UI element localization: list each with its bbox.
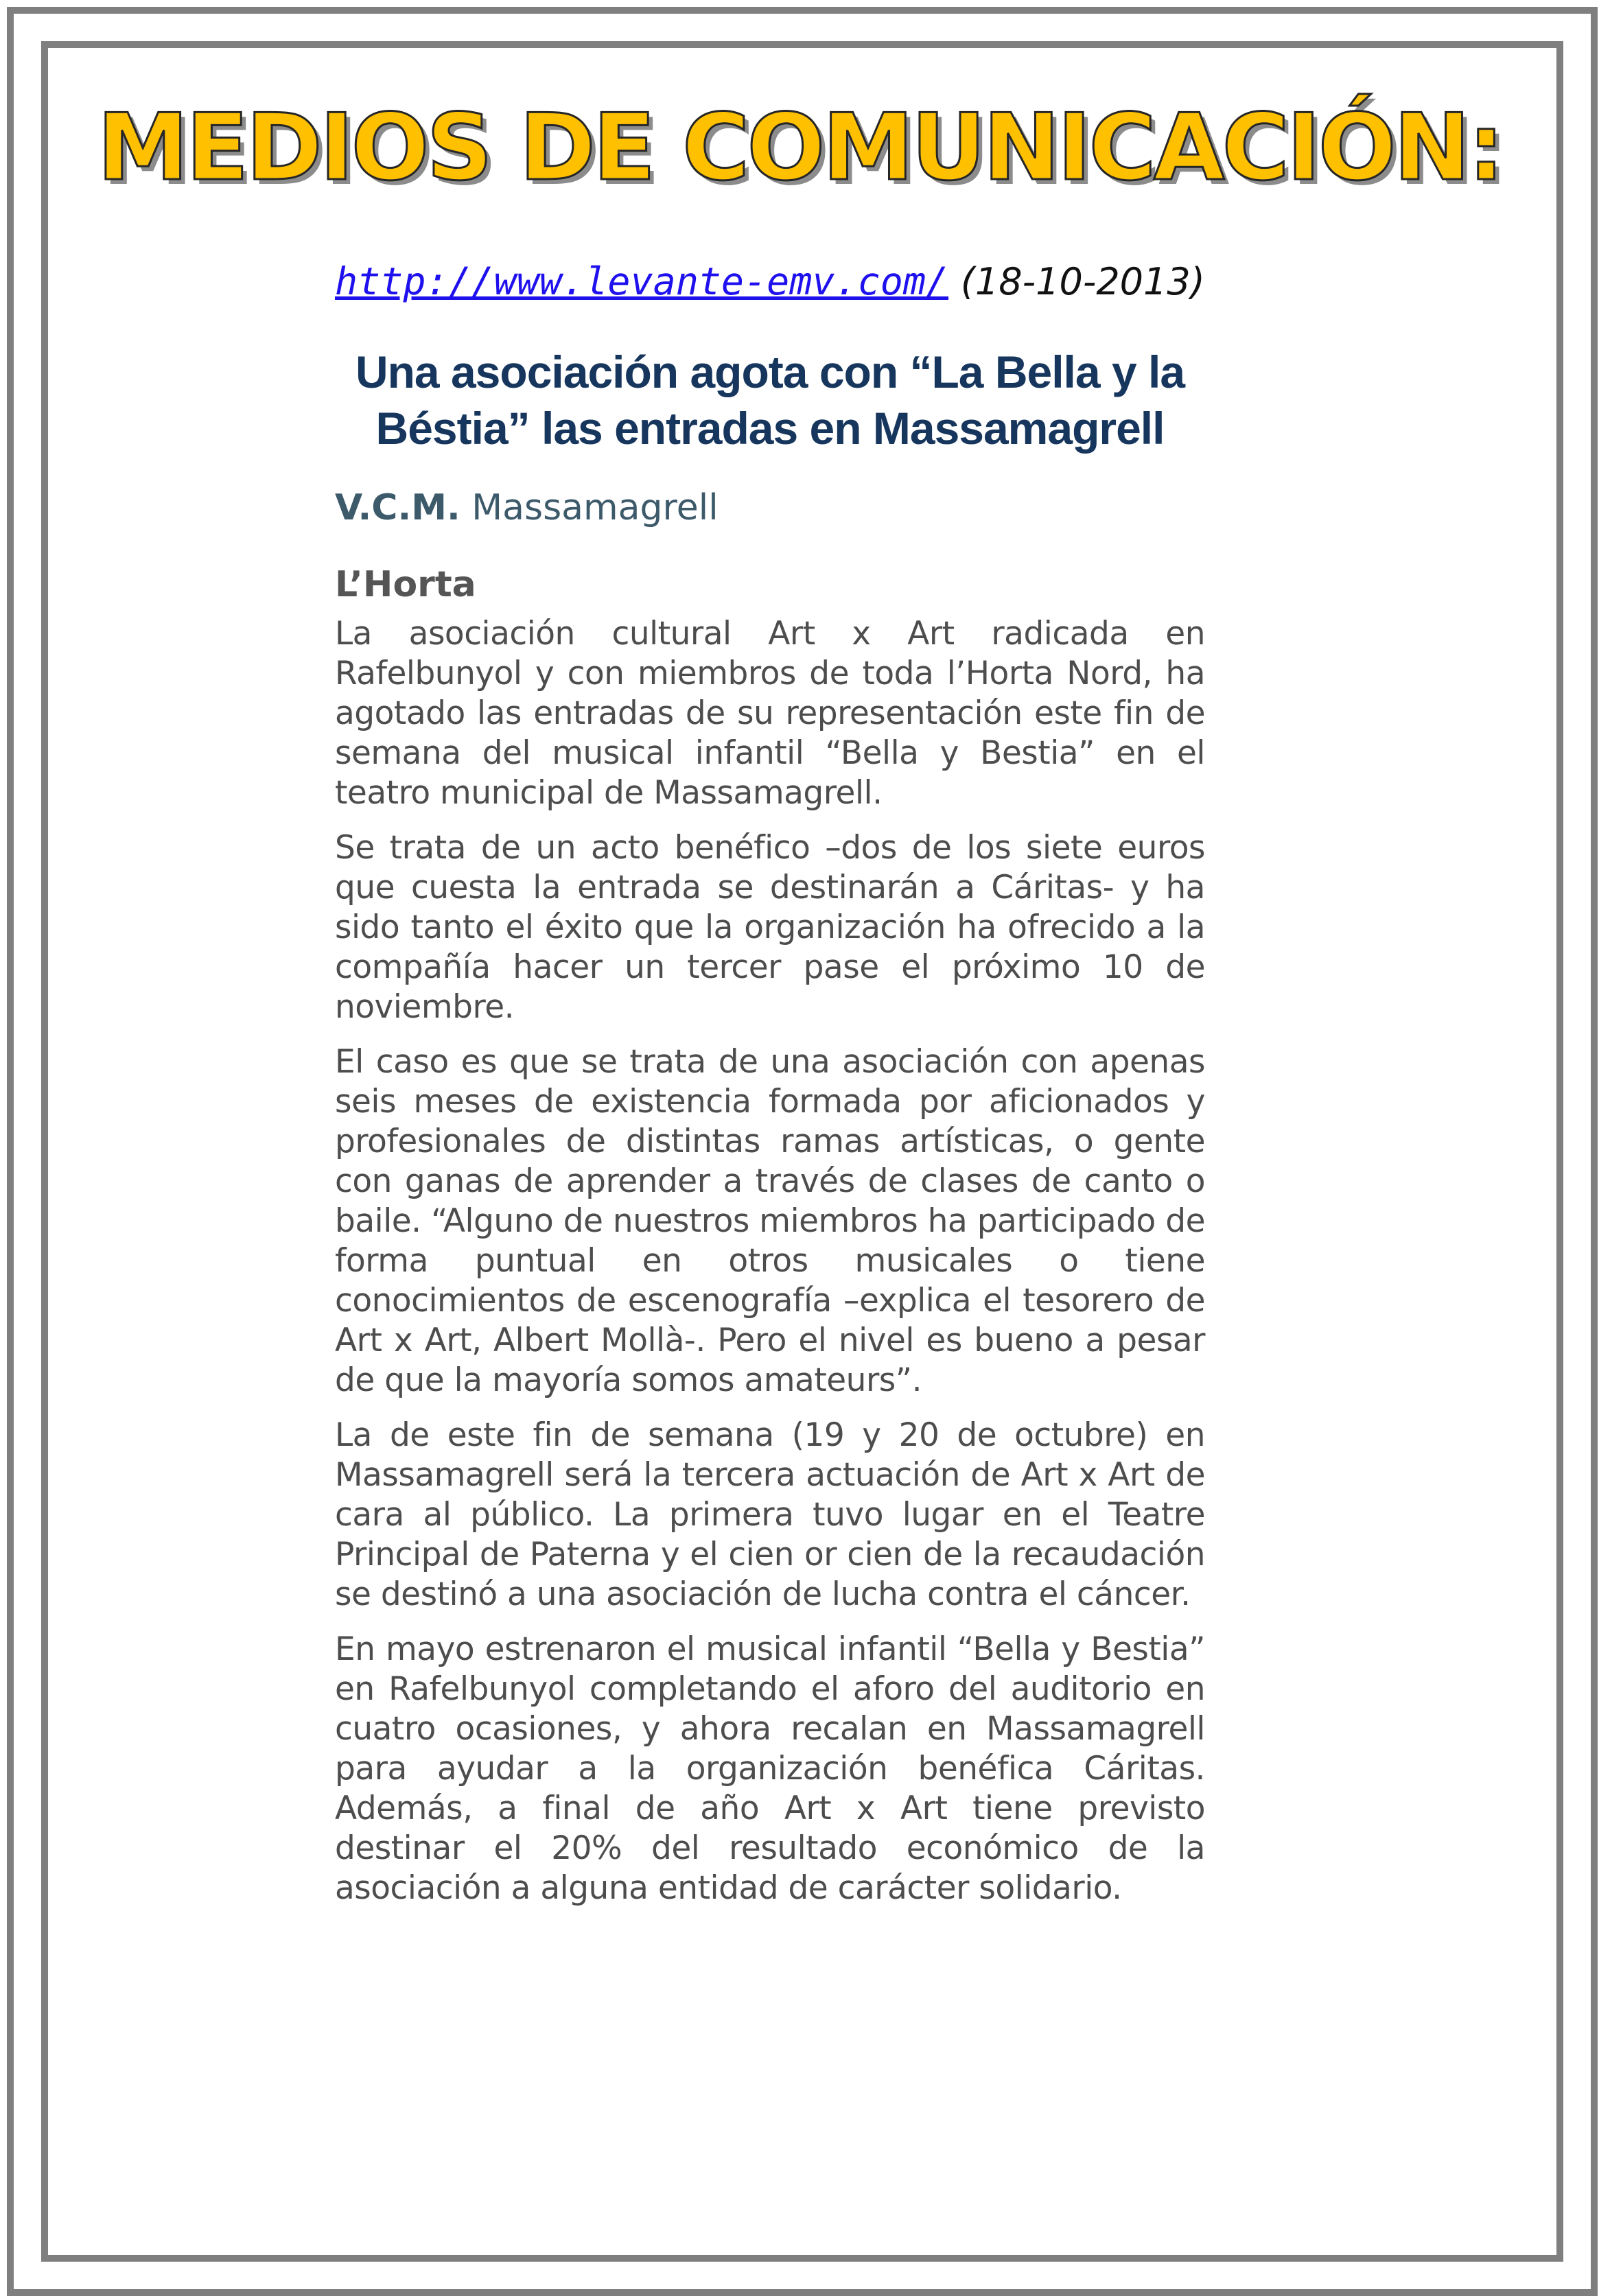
source-link[interactable]: http://www.levante-emv.com/ [335,259,949,303]
article-paragraph: El caso es que se trata de una asociación con apenas seis meses de existencia formada por aficionados y profesionales de distintas ramas artísticas, o gente con ganas de aprender a través de clases de canto o baile. “Alguno de nuestros miembros ha participado de forma puntual en otros musicales o tiene conocimientos de escenografía –explica el tesorero de Art x Art, Albert Mollà-. Pero el nivel es bueno a pesar de que la mayoría somos amateurs”. [335,1043,1205,1399]
article-paragraph: En mayo estrenaron el musical infantil “Bella y Bestia” en Rafelbunyol completando el aforo del auditorio en cuatro ocasiones, y ahora recalan en Massamagrell para ayudar a la organización benéfica Cáritas. Además, a final de año Art x Art tiene previsto destinar el 20% del resultado económico de la asociación a alguna entidad de carácter solidario. [335,1630,1205,1907]
source-line [335,254,1205,309]
article-paragraph: La de este fin de semana (19 y 20 de octubre) en Massamagrell será la tercera actuación de Art x Art de cara al público. La primera tuvo lugar en el Teatre Principal de Paterna y el cien or cien de la recaudación se destinó a una asociación de lucha contra el cáncer. [335,1416,1205,1613]
byline-location: Massamagrell [471,487,719,528]
byline [335,484,1205,532]
article-paragraph: Se trata de un acto benéfico –dos de los siete euros que cuesta la entrada se destinarán a Cáritas- y ha sido tanto el éxito que la organización ha ofrecido a la compañía hacer un tercer pase el próximo 10 de noviembre. [335,829,1205,1026]
article-column [335,254,1205,1923]
byline-author: V.C.M. [335,487,460,528]
article-paragraph: La asociación cultural Art x Art radicada en Rafelbunyol y con miembros de toda l’Horta Nord, ha agotado las entradas de su representación este fin de semana del musical infantil “Bella y Bestia” en el teatro municipal de Massamagrell. [335,615,1205,812]
page-heading: MEDIOS DE COMUNICACIÓN: [97,94,1502,201]
source-date: (18-10-2013) [960,260,1205,303]
article-title: Una asociación agota con “La Bella y la Béstia” las entradas en Massamagrell [355,347,1185,454]
article-body [335,614,1205,1908]
section-title: L’Horta [335,564,476,605]
